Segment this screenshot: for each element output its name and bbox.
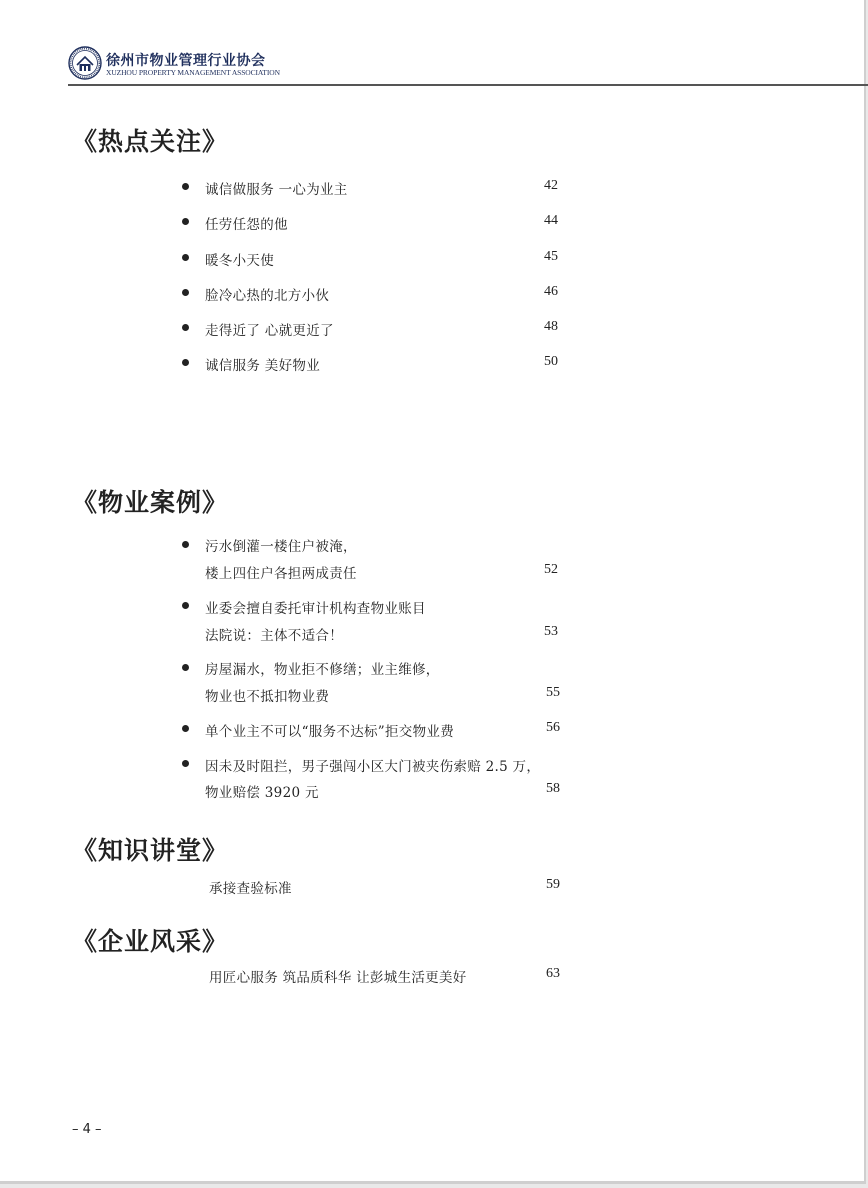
association-seal-icon: [68, 46, 102, 80]
toc-item-page[interactable]: 55: [546, 685, 560, 700]
toc-item-title[interactable]: 污水倒灌一楼住户被淹，: [205, 539, 357, 555]
section-title-cases: 《物业案例》: [72, 488, 229, 517]
toc-item-page[interactable]: 59: [546, 877, 560, 892]
section-title-hot: 《热点关注》: [72, 127, 229, 156]
toc-item-title[interactable]: 业委会擅自委托审计机构查物业账目: [205, 601, 426, 617]
bullet-icon: [182, 359, 189, 366]
org-name-cn: 徐州市物业管理行业协会: [106, 53, 266, 69]
toc-item-title[interactable]: 诚信服务 美好物业: [205, 358, 320, 374]
section-title-enterprise: 《企业风采》: [72, 927, 229, 956]
toc-item-title-cont[interactable]: 物业赔偿 3920 元: [205, 785, 319, 801]
bullet-icon: [182, 183, 189, 190]
toc-item-title[interactable]: 承接查验标准: [209, 881, 292, 897]
section-title-knowledge: 《知识讲堂》: [72, 836, 229, 865]
toc-item-page[interactable]: 63: [546, 966, 560, 981]
toc-item-title[interactable]: 诚信做服务 一心为业主: [205, 182, 348, 198]
bullet-icon: [182, 541, 189, 548]
toc-item-page[interactable]: 46: [544, 284, 558, 299]
org-name-en: XUZHOU PROPERTY MANAGEMENT ASSOCIATION: [106, 68, 280, 77]
toc-item-title[interactable]: 任劳任怨的他: [205, 217, 288, 233]
toc-item-page[interactable]: 45: [544, 249, 558, 264]
bullet-icon: [182, 254, 189, 261]
toc-item-title[interactable]: 脸冷心热的北方小伙: [205, 288, 330, 304]
toc-item-title-cont[interactable]: 楼上四住户各担两成责任: [205, 566, 357, 582]
toc-item-page[interactable]: 53: [544, 624, 558, 639]
bullet-icon: [182, 725, 189, 732]
toc-item-title[interactable]: 因未及时阻拦，男子强闯小区大门被夹伤索赔 2.5 万，: [205, 759, 541, 775]
toc-item-page[interactable]: 50: [544, 354, 558, 369]
page-header: [68, 44, 868, 86]
bullet-icon: [182, 218, 189, 225]
toc-item-page[interactable]: 44: [544, 213, 558, 228]
toc-item-title[interactable]: 用匠心服务 筑品质科华 让彭城生活更美好: [209, 970, 467, 986]
bullet-icon: [182, 324, 189, 331]
bullet-icon: [182, 289, 189, 296]
toc-item-page[interactable]: 48: [544, 319, 558, 334]
toc-item-page[interactable]: 58: [546, 781, 560, 796]
toc-item-title[interactable]: 走得近了 心就更近了: [205, 323, 334, 339]
bullet-icon: [182, 602, 189, 609]
bullet-icon: [182, 760, 189, 767]
toc-item-title-cont[interactable]: 物业也不抵扣物业费: [205, 689, 330, 705]
bullet-icon: [182, 664, 189, 671]
page-number: – 4 –: [72, 1122, 102, 1137]
header-divider: [68, 84, 868, 86]
toc-item-title-cont[interactable]: 法院说：主体不适合！: [205, 628, 343, 644]
toc-item-page[interactable]: 56: [546, 720, 560, 735]
toc-item-title[interactable]: 房屋漏水，物业拒不修缮；业主维修，: [205, 662, 440, 678]
toc-item-title[interactable]: 单个业主不可以“服务不达标”拒交物业费: [205, 724, 455, 740]
toc-item-page[interactable]: 42: [544, 178, 558, 193]
toc-item-title[interactable]: 暖冬小天使: [205, 253, 274, 269]
toc-item-page[interactable]: 52: [544, 562, 558, 577]
